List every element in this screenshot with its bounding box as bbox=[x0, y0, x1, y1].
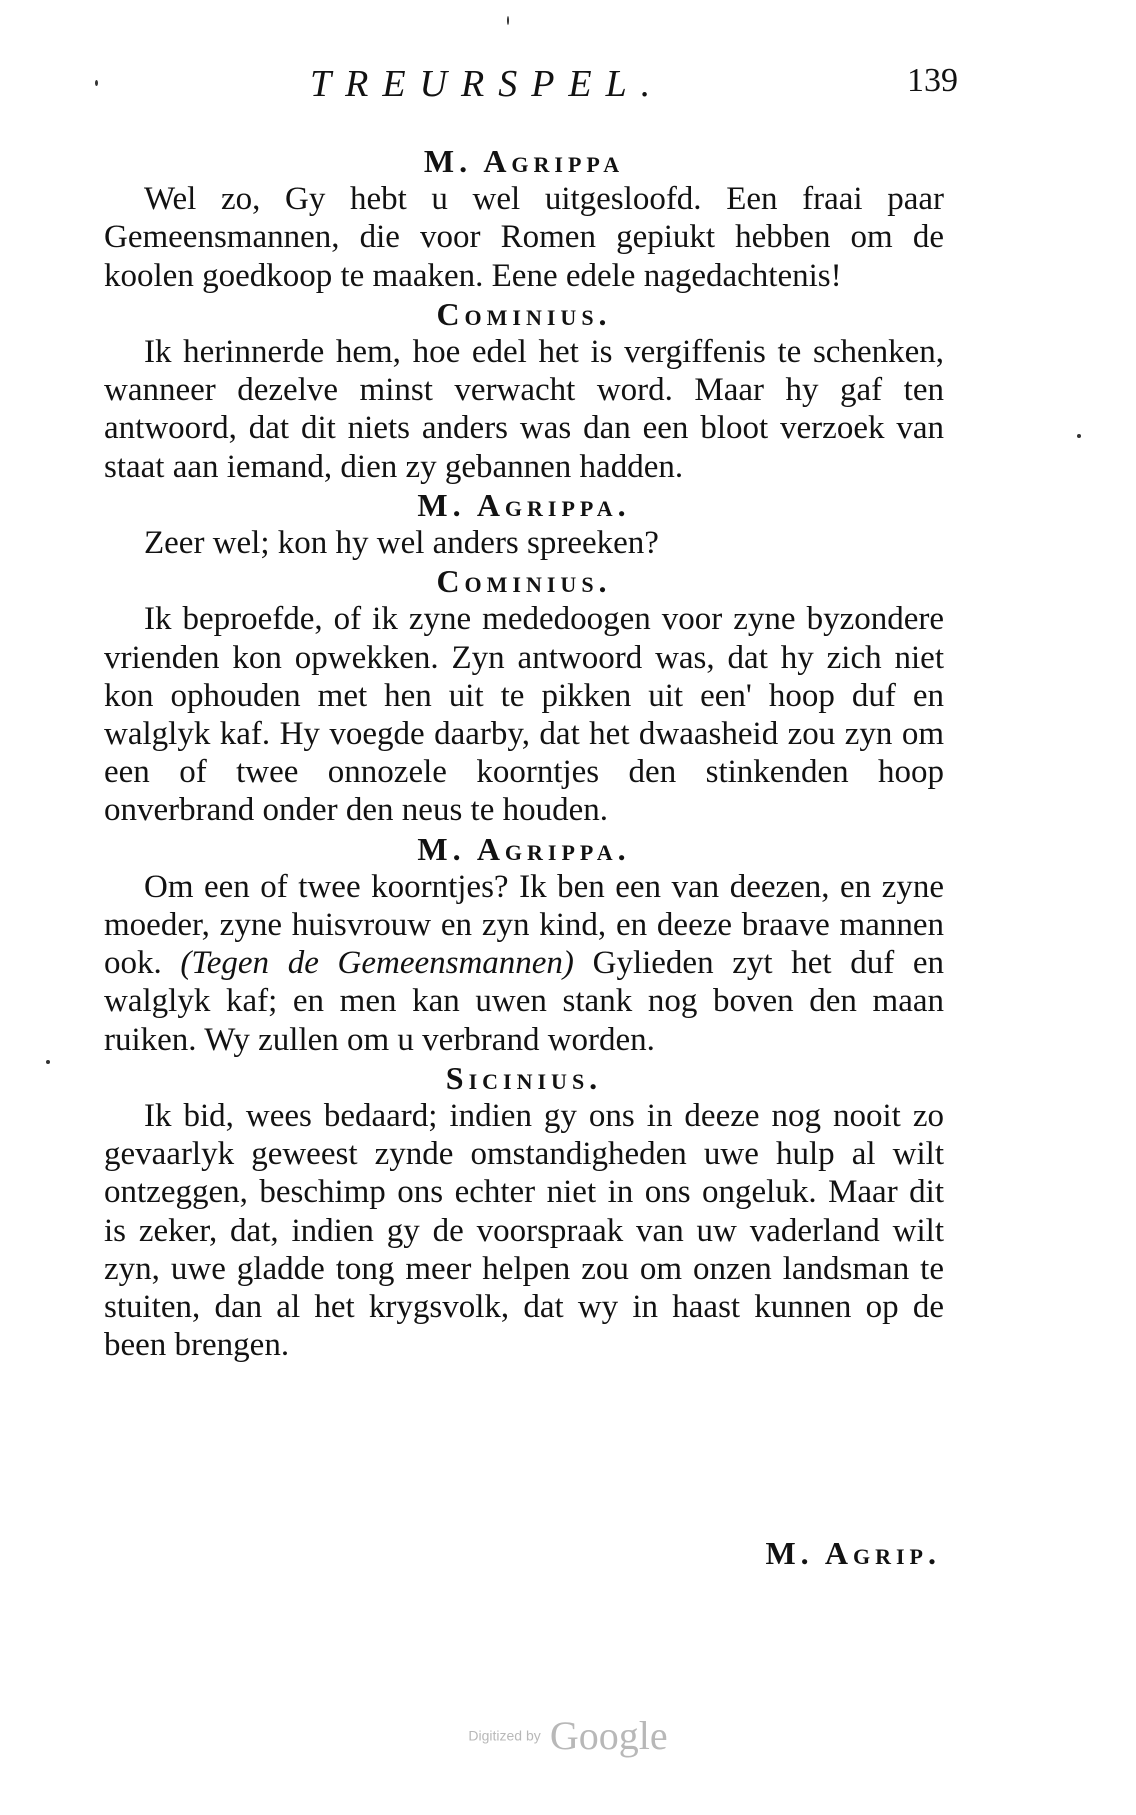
speech-part: Om een of twee koorntjes? Ik ben een van deezen, en zyne moeder, zyne huisvrouw en zyn kind, en deeze braave mannen ook. bbox=[104, 868, 944, 982]
speaker-name: Cominius. bbox=[436, 295, 612, 332]
ink-speck bbox=[46, 1060, 50, 1064]
google-logo: Google bbox=[549, 1713, 668, 1758]
watermark-prefix: Digitized by bbox=[468, 1727, 541, 1744]
running-title: TREURSPEL. bbox=[310, 63, 665, 105]
speech-text: Wel zo, Gy hebt u wel uitgesloofd. Een fraai paar Gemeensmannen, die voor Romen gepiukt hebben om de koolen goedkoop te maaken. Eene edele nagedachtenis! bbox=[104, 181, 944, 294]
speaker-name: Sicinius. bbox=[445, 1059, 603, 1096]
ink-speck bbox=[507, 16, 509, 25]
ink-speck bbox=[95, 80, 98, 86]
play-text bbox=[104, 142, 944, 1364]
catchword: M. Agrip. bbox=[765, 1535, 941, 1571]
ink-speck bbox=[1077, 434, 1081, 438]
running-head bbox=[0, 62, 1136, 112]
speech-text: Ik beproefde, of ik zyne mededoogen voor zyne byzondere vrienden kon opwekken. Zyn antwoord was, dat hy zich niet kon ophouden met hen uit te pikken uit een' hoop duf en walglyk kaf. Hy voegde daarby, dat het dwaasheid zou zyn om een of twee onnozele koorntjes den stinkenden hoop onverbrand onder den neus te houden. bbox=[104, 601, 944, 829]
watermark bbox=[0, 1712, 1136, 1759]
speech-text bbox=[104, 868, 944, 1059]
stage-direction: (Tegen de Gemeensmannen) bbox=[180, 945, 574, 982]
speech-text: Ik bid, wees bedaard; indien gy ons in deeze nog nooit zo gevaarlyk geweest zynde omstandigheden uwe hulp al wilt ontzeggen, beschimp ons echter niet in ons ongeluk. Maar dit is zeker, dat, indien gy de voorspraak van uw vaderland wilt zyn, uwe gladde tong meer helpen zou om onzen landsman te stuiten, dan al het krygsvolk, dat wy in haast kunnen op de been brengen. bbox=[104, 1097, 944, 1364]
page-number: 139 bbox=[907, 62, 958, 99]
speaker-name: Cominius. bbox=[436, 563, 612, 600]
speaker-name: M. Agrippa bbox=[423, 143, 625, 179]
speaker-name: M. Agrippa. bbox=[417, 486, 631, 523]
speech-text: Zeer wel; kon hy wel anders spreeken? bbox=[144, 524, 659, 561]
speaker-name: M. Agrippa. bbox=[417, 830, 631, 867]
speech-part: Gylieden zyt het duf en walglyk kaf; en men kan uwen stank nog boven den maan ruiken. Wy zullen om u verbrand worden. bbox=[104, 945, 945, 1058]
speech-text: Ik herinnerde hem, hoe edel het is vergiffenis te schenken, wanneer dezelve minst verwacht word. Maar hy gaf ten antwoord, dat dit niets anders was dan een bloot verzoek van staat aan iemand, dien zy gebannen hadden. bbox=[104, 333, 944, 485]
